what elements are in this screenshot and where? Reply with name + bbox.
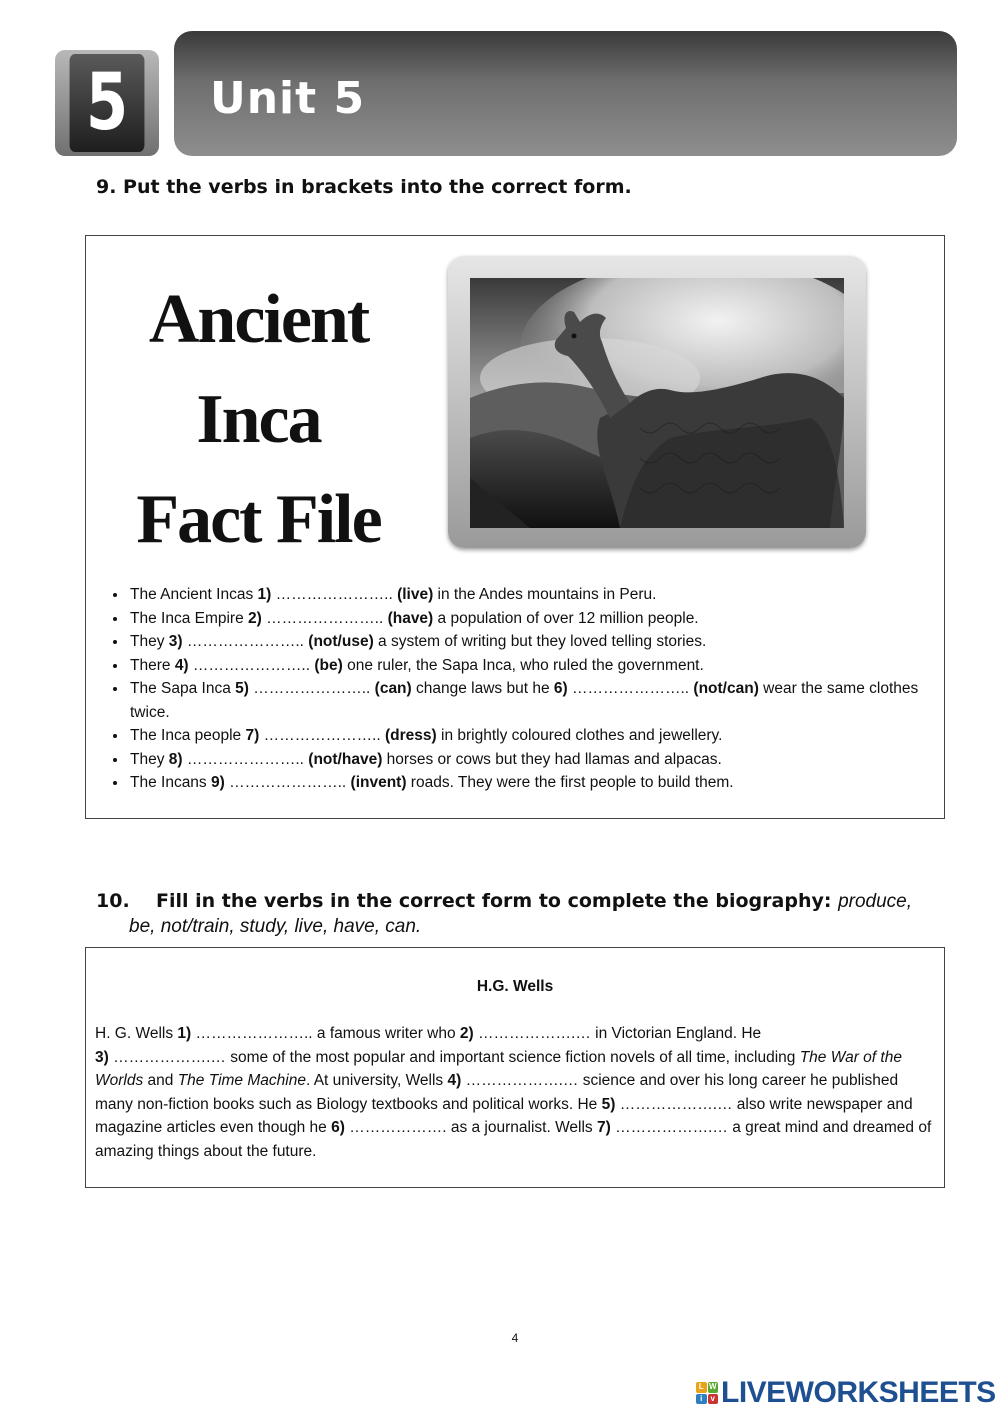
fact-item: • They 3) ………………….. (not/use) a system of writing but they loved telling stories. [128,630,958,654]
fact-item: • The Inca people 7) ………………….. (dress) in brightly coloured clothes and jewellery. [128,724,958,748]
fact-item: • The Sapa Inca 5) ………………….. (can) change laws but he 6) ………………….. (not/can) wear the same clothes twice. [128,677,958,724]
exercise-10-box [85,947,945,1188]
fact-item: • The Incans 9) ………………….. (invent) roads. They were the first people to build them. [128,771,958,795]
brand-name: LIVEWORKSHEETS [721,1376,996,1409]
fact-item: • The Ancient Incas 1) ………………….. (live) in the Andes mountains in Peru. [128,583,958,607]
exercise-10-text: Fill in the verbs in the correct form to complete the biography: [156,890,839,912]
unit-banner [174,31,957,156]
fact-title-line: Ancient [148,281,369,358]
fact-item: • The Inca Empire 2) ………………….. (have) a population of over 12 million people. [128,607,958,631]
page-number: 4 [511,1331,519,1345]
fact-file-title [116,270,401,570]
fact-title-line: Fact File [136,481,381,558]
exercise-9-box [85,235,945,819]
word-bank: be, not/train, study, live, have, can. [129,916,422,937]
photo-frame [448,256,866,548]
unit-number: 5 [70,54,145,152]
bio-title: H.G. Wells [476,978,554,995]
liveworksheets-icon: L W i v [696,1382,718,1404]
fact-list [106,583,958,795]
exercise-10-instruction [96,889,956,939]
llama-photo [470,278,844,528]
word-bank: produce, [838,891,913,912]
unit-title: Unit 5 [210,73,366,124]
fact-title-line: Inca [196,381,321,458]
exercise-9-instruction: 9. Put the verbs in brackets into the correct form. [96,176,632,198]
bio-text: H. G. Wells 1) ………………….. a famous writer who 2) ……………….… in Victorian England. He 3) ……………….… some of the most popular and important science fiction novels of all time, including The War of the Worlds and The Time Machine. At university, Wells 4) ……………….… science and over his long career he published many non-fiction books such as Biology textbooks and political works. He 5) ……………….… also write newspaper and magazine articles even though he 6) ………………. as a journalist. Wells 7) ……………….… a great mind and dreamed of amazing things about the future. [95,1025,932,1160]
fact-item: • They 8) ………………….. (not/have) horses or cows but they had llamas and alpacas. [128,748,958,772]
liveworksheets-logo [696,1376,996,1410]
fact-item: • There 4) ………………….. (be) one ruler, the Sapa Inca, who ruled the government. [128,654,958,678]
exercise-10-number: 10. [96,890,130,912]
unit-number-badge [55,50,159,156]
